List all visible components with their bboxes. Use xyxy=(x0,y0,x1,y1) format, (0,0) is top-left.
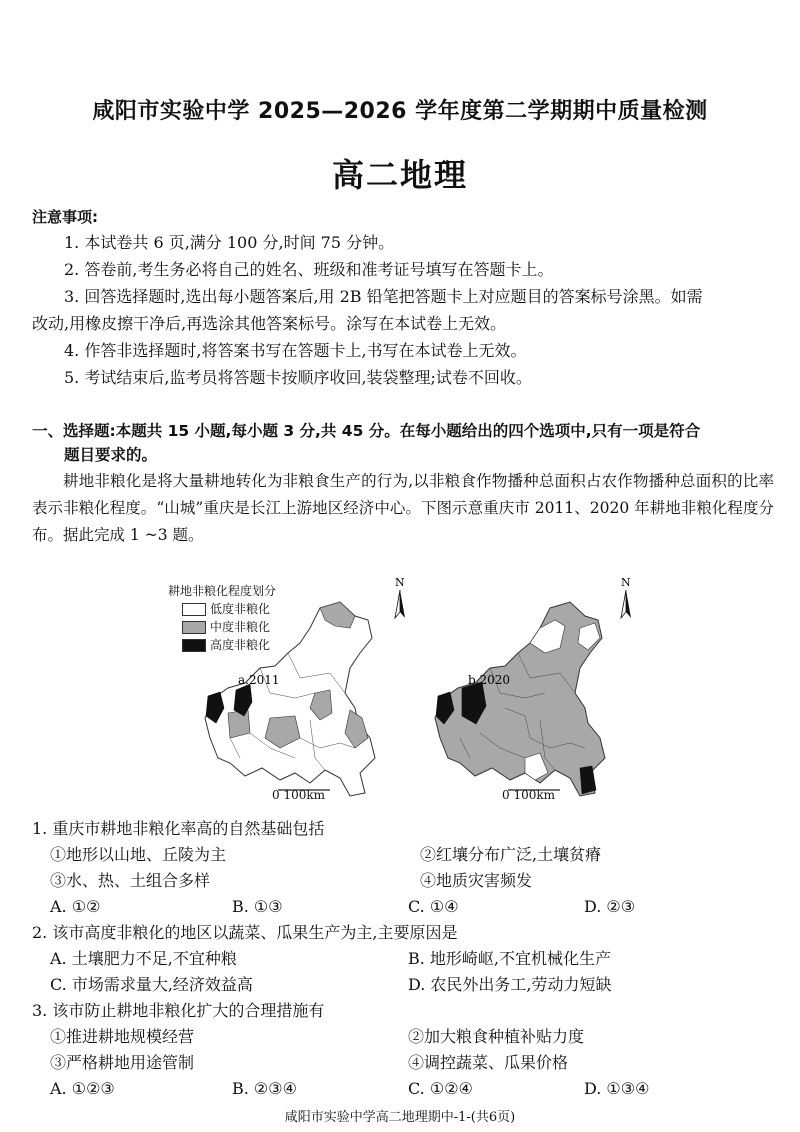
q3-option-c: C. ①②④ xyxy=(408,1079,473,1098)
q3-statement: ④调控蔬菜、瓜果价格 xyxy=(408,1053,569,1072)
map-a-mid-west xyxy=(228,710,250,738)
map-a-outline xyxy=(205,602,375,796)
q1-statement: ①地形以山地、丘陵为主 xyxy=(50,845,227,864)
q2-option-b: B. 地形崎岖,不宜机械化生产 xyxy=(408,949,612,968)
material-paragraph: 耕地非粮化是将大量耕地转化为非粮食生产的行为,以非粮食作物播种总面积占农作物播种总面积的比率表示非粮化程度。“山城”重庆是长江上游地区经济中心。下图示意重庆市 2011、2020 年耕地非粮化程度分布。据此完成 1 ~3 题。 xyxy=(32,472,774,544)
exam-title: 咸阳市实验中学 2025—2026 学年度第二学期期中质量检测 xyxy=(92,99,708,124)
q1-option-d: D. ②③ xyxy=(584,897,636,916)
q3-statement: ③严格耕地用途管制 xyxy=(50,1053,195,1072)
map-2011 xyxy=(200,598,420,808)
question-1-stem: 1. 重庆市耕地非粮化率高的自然基础包括 xyxy=(32,819,325,838)
q2-option-c: C. 市场需求量大,经济效益高 xyxy=(50,975,253,994)
note-item: 3. 回答选择题时,选出每小题答案后,用 2B 铅笔把答题卡上对应题目的答案标号涂黑。如需 xyxy=(64,287,703,306)
q3-option-d: D. ①③④ xyxy=(584,1079,650,1098)
legend-item-high: 高度非粮化 xyxy=(182,637,270,653)
note-item: 5. 考试结束后,监考员将答题卡按顺序收回,装袋整理;试卷不回收。 xyxy=(64,368,532,387)
q1-statement: ②红壤分布广泛,土壤贫瘠 xyxy=(420,845,602,864)
scale-label-a: 0 100km xyxy=(272,788,326,802)
note-item: 2. 答卷前,考生务必将自己的姓名、班级和准考证号填写在答题卡上。 xyxy=(64,260,554,279)
note-item: 改动,用橡皮擦干净后,再选涂其他答案标号。涂写在本试卷上无效。 xyxy=(32,314,507,333)
page-footer: 咸阳市实验中学高二地理期中-1-(共6页) xyxy=(284,1110,516,1125)
question-2-stem: 2. 该市高度非粮化的地区以蔬菜、瓜果生产为主,主要原因是 xyxy=(32,923,458,942)
q1-option-c: C. ①④ xyxy=(408,897,459,916)
q3-statement: ①推进耕地规模经营 xyxy=(50,1027,195,1046)
q1-statement: ③水、热、土组合多样 xyxy=(50,871,211,890)
map-b-high-3 xyxy=(580,766,596,794)
north-arrow-b xyxy=(616,576,636,620)
q2-option-d: D. 农民外出务工,劳动力短缺 xyxy=(408,975,612,994)
svg-text:N: N xyxy=(395,576,405,589)
legend-item-mid: 中度非粮化 xyxy=(182,619,270,635)
q2-option-a: A. 土壤肥力不足,不宜种粮 xyxy=(50,949,237,968)
subject-title: 高二地理 xyxy=(331,156,468,194)
notes-heading: 注意事项: xyxy=(32,208,98,226)
legend-title: 耕地非粮化程度划分 xyxy=(168,584,277,598)
note-item: 4. 作答非选择题时,将答案书写在答题卡上,书写在本试卷上无效。 xyxy=(64,341,527,360)
q1-option-b: B. ①③ xyxy=(232,897,283,916)
map-a-label: a.2011 xyxy=(238,673,280,687)
note-item: 1. 本试卷共 6 页,满分 100 分,时间 75 分钟。 xyxy=(64,233,395,252)
scale-label-b: 0 100km xyxy=(502,788,556,802)
q3-option-b: B. ②③④ xyxy=(232,1079,297,1098)
q3-option-a: A. ①②③ xyxy=(50,1079,115,1098)
section-heading-cont: 题目要求的。 xyxy=(64,446,158,464)
map-b-label: b.2020 xyxy=(468,673,511,687)
q1-option-a: A. ①② xyxy=(50,897,101,916)
section-heading: 一、选择题:本题共 15 小题,每小题 3 分,共 45 分。在每小题给出的四个选项中,只有一项是符合 xyxy=(32,422,701,440)
svg-text:N: N xyxy=(621,576,631,589)
legend-item-low: 低度非粮化 xyxy=(182,601,270,617)
q1-statement: ④地质灾害频发 xyxy=(420,871,533,890)
north-arrow-a xyxy=(390,576,410,620)
map-2020 xyxy=(430,598,650,808)
question-3-stem: 3. 该市防止耕地非粮化扩大的合理措施有 xyxy=(32,1001,325,1020)
q3-statement: ②加大粮食种植补贴力度 xyxy=(408,1027,585,1046)
